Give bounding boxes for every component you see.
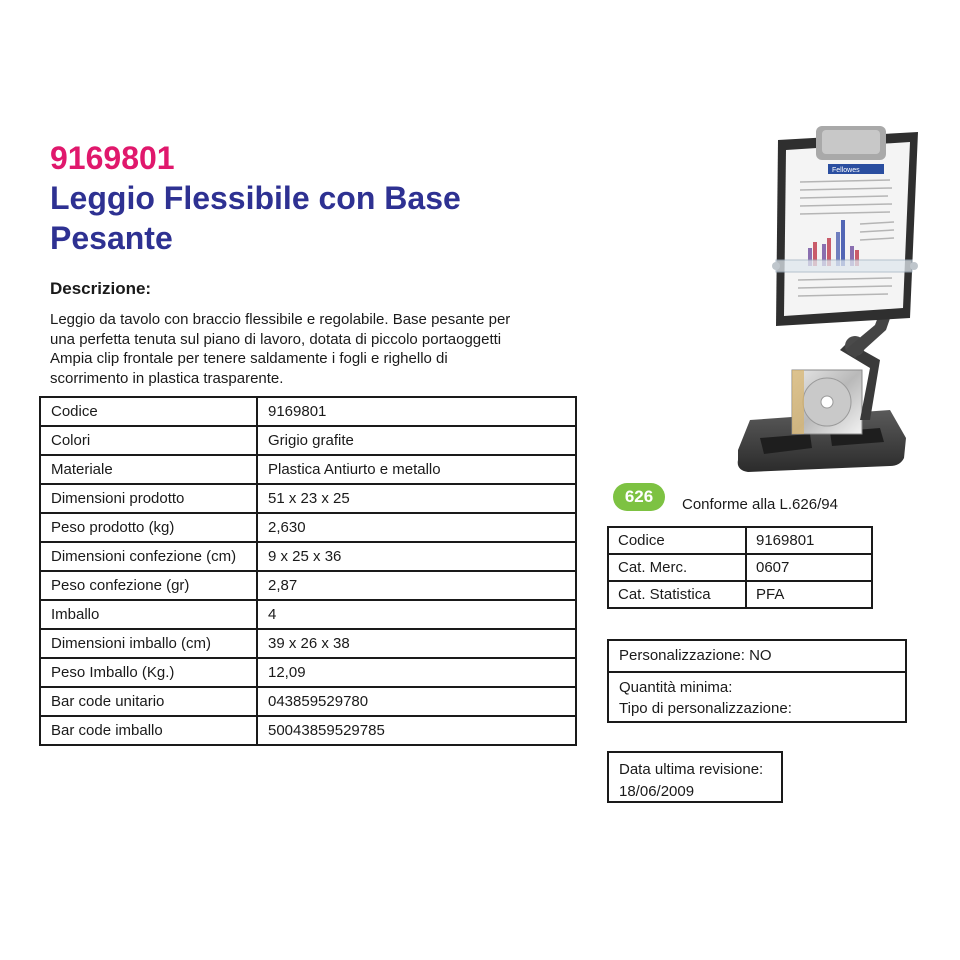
logo-text: Fellowes xyxy=(832,167,860,174)
spec-row-label: Bar code imballo xyxy=(40,716,257,745)
spec-row-label: Dimensioni confezione (cm) xyxy=(40,542,257,571)
spec-row-value: 12,09 xyxy=(257,658,576,687)
spec-row xyxy=(40,455,576,484)
spec-row-label: Materiale xyxy=(40,455,257,484)
spec-row xyxy=(40,716,576,745)
spec-row-value: 4 xyxy=(257,600,576,629)
spec-row-value: Grigio grafite xyxy=(257,426,576,455)
min-quantity-label: Quantità minima: xyxy=(619,679,733,696)
product-image xyxy=(720,120,940,490)
spec-row xyxy=(40,629,576,658)
spec-row-value: 9 x 25 x 36 xyxy=(257,542,576,571)
product-name-title: Leggio Flessibile con Base Pesante xyxy=(50,180,461,256)
spec-row-value: 2,630 xyxy=(257,513,576,542)
revision-label: Data ultima revisione: xyxy=(619,761,764,778)
spec-row xyxy=(40,687,576,716)
spec-row-label: Colori xyxy=(40,426,257,455)
classification-row-value: PFA xyxy=(746,581,872,608)
compliance-text: Conforme alla L.626/94 xyxy=(682,496,838,513)
specs-table xyxy=(39,396,577,746)
spec-row-value: Plastica Antiurto e metallo xyxy=(257,455,576,484)
classification-row-label: Cat. Merc. xyxy=(608,554,746,581)
classification-row xyxy=(608,527,872,554)
classification-table xyxy=(607,526,873,609)
spec-row xyxy=(40,484,576,513)
spec-row xyxy=(40,600,576,629)
classification-row xyxy=(608,554,872,581)
spec-row xyxy=(40,426,576,455)
spec-row-value: 50043859529785 xyxy=(257,716,576,745)
spec-row-label: Dimensioni imballo (cm) xyxy=(40,629,257,658)
revision-box xyxy=(607,751,783,803)
spec-row-value: 39 x 26 x 38 xyxy=(257,629,576,658)
spec-row-value: 9169801 xyxy=(257,397,576,426)
classification-row-label: Cat. Statistica xyxy=(608,581,746,608)
spec-row-label: Bar code unitario xyxy=(40,687,257,716)
compliance-badge: 626 xyxy=(613,483,665,511)
classification-row-value: 9169801 xyxy=(746,527,872,554)
spec-row-label: Dimensioni prodotto xyxy=(40,484,257,513)
classification-row-label: Codice xyxy=(608,527,746,554)
spec-row-label: Peso prodotto (kg) xyxy=(40,513,257,542)
spec-row-label: Peso confezione (gr) xyxy=(40,571,257,600)
personalization-line: Personalizzazione: NO xyxy=(609,641,905,673)
description-text: Leggio da tavolo con braccio flessibile e regolabile. Base pesante per una perfetta tenuta sul piano di lavoro, dotata di piccolo portaoggetti Ampia clip frontale per tenere saldamente i fogli e righello di scorrimento in plastica trasparente. xyxy=(50,311,511,387)
spec-row-label: Codice xyxy=(40,397,257,426)
personalization-box xyxy=(607,639,907,723)
spec-row xyxy=(40,571,576,600)
spec-row-value: 043859529780 xyxy=(257,687,576,716)
revision-date: 18/06/2009 xyxy=(619,783,695,800)
personalization-type-label: Tipo di personalizzazione: xyxy=(619,700,792,717)
spec-row xyxy=(40,397,576,426)
spec-row-value: 2,87 xyxy=(257,571,576,600)
spec-row-value: 51 x 23 x 25 xyxy=(257,484,576,513)
product-code-title: 9169801 xyxy=(50,140,175,176)
spec-row-label: Imballo xyxy=(40,600,257,629)
description-heading: Descrizione: xyxy=(50,279,152,298)
spec-row xyxy=(40,658,576,687)
classification-row-value: 0607 xyxy=(746,554,872,581)
spec-row-label: Peso Imballo (Kg.) xyxy=(40,658,257,687)
spec-row xyxy=(40,513,576,542)
classification-row xyxy=(608,581,872,608)
spec-row xyxy=(40,542,576,571)
